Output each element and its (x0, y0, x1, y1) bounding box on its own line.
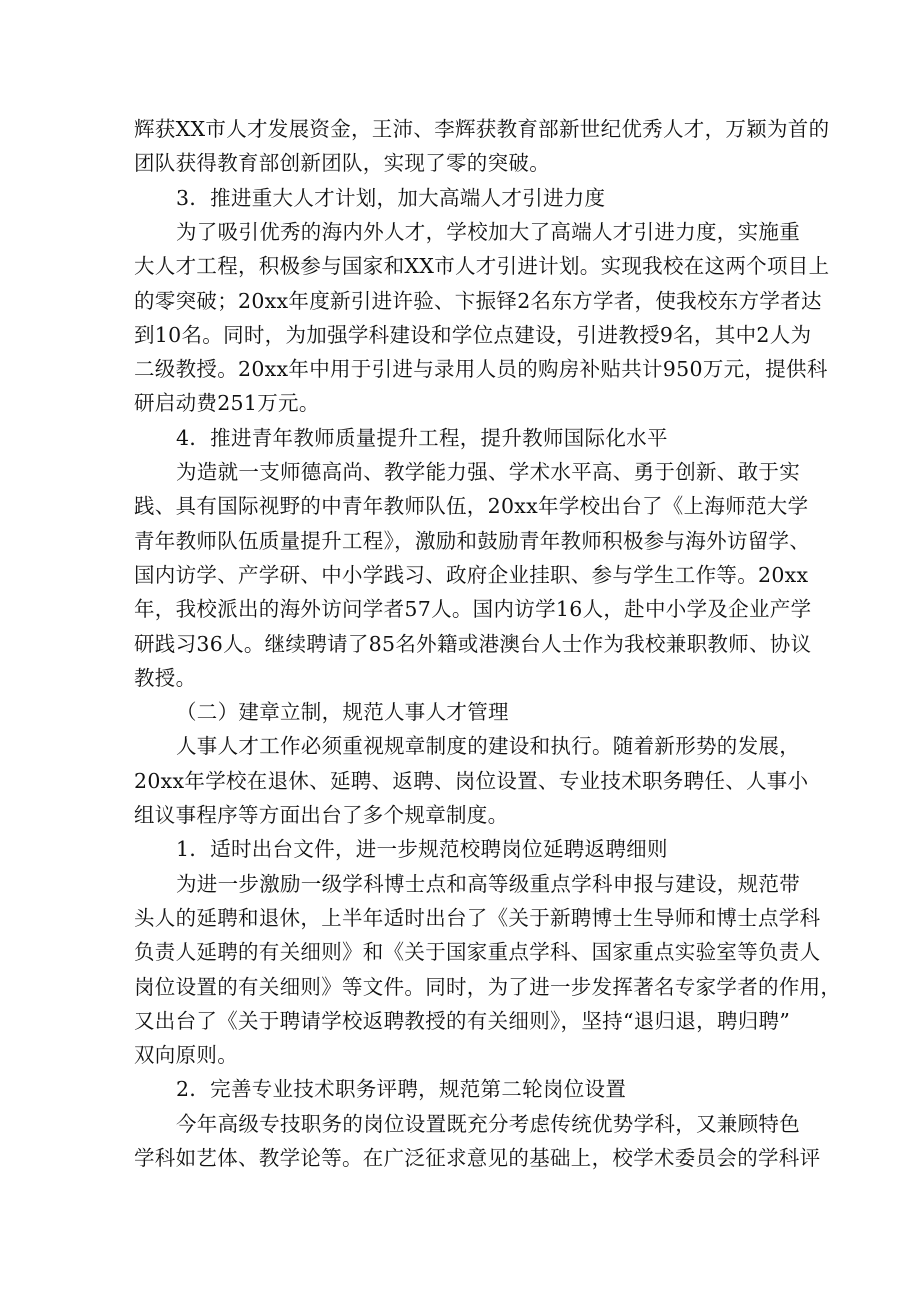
text-line: 研启动费251万元。 (134, 391, 320, 416)
text-line: 研践习36人。继续聘请了85名外籍或港澳台人士作为我校兼职教师、协议 (134, 631, 812, 656)
text-line: 岗位设置的有关细则》等文件。同时，为了进一步发挥著名专家学者的作用， (134, 974, 842, 999)
text-line: 双向原则。 (134, 1043, 238, 1068)
text-line: 1．适时出台文件，进一步规范校聘岗位延聘返聘细则 (176, 837, 668, 862)
text-line: 团队获得教育部创新团队，实现了零的突破。 (134, 151, 550, 176)
text-line: （二）建章立制，规范人事人才管理 (176, 700, 509, 725)
text-line: 2．完善专业技术职务评聘，规范第二轮岗位设置 (176, 1077, 627, 1102)
text-line: 3．推进重大人才计划，加大高端人才引进力度 (176, 185, 606, 210)
text-line: 今年高级专技职务的岗位设置既充分考虑传统优势学科，又兼顾特色 (176, 1111, 800, 1136)
text-line: 又出台了《关于聘请学校返聘教授的有关细则》，坚持“退归退，聘归聘” (134, 1008, 791, 1033)
text-line: 教授。 (134, 665, 197, 690)
text-line: 为了吸引优秀的海内外人才，学校加大了高端人才引进力度，实施重 (176, 219, 800, 244)
text-line: 的零突破；20xx年度新引进许验、卞振铎2名东方学者，使我校东方学者达 (134, 288, 822, 313)
text-line: 学科如艺体、教学论等。在广泛征求意见的基础上，校学术委员会的学科评 (134, 1146, 821, 1170)
text-line: 辉获XX市人才发展资金，王沛、李辉获教育部新世纪优秀人才，万颖为首的 (134, 117, 830, 141)
text-line: 国内访学、产学研、中小学践习、政府企业挂职、参与学生工作等。20xx (134, 562, 809, 587)
text-line: 践、具有国际视野的中青年教师队伍，20xx年学校出台了《上海师范大学 (134, 494, 809, 519)
text-line: 4．推进青年教师质量提升工程，提升教师国际化水平 (176, 425, 668, 450)
text-line: 到10名。同时，为加强学科建设和学位点建设，引进教授9名，其中2人为 (134, 322, 812, 347)
text-line: 组议事程序等方面出台了多个规章制度。 (134, 803, 509, 827)
text-line: 大人才工程，积极参与国家和XX市人才引进计划。实现我校在这两个项目上 (134, 254, 830, 279)
text-line: 为造就一支师德高尚、教学能力强、学术水平高、勇于创新、敢于实 (176, 460, 800, 484)
text-line: 青年教师队伍质量提升工程》，激励和鼓励青年教师积极参与海外访留学、 (134, 528, 811, 553)
text-line: 人事人才工作必须重视规章制度的建设和执行。随着新形势的发展， (176, 734, 800, 759)
text-line: 20xx年学校在退休、延聘、返聘、岗位设置、专业技术职务聘任、人事小 (134, 768, 809, 793)
text-line: 年，我校派出的海外访问学者57人。国内访学16人，赴中小学及企业产学 (134, 597, 812, 622)
text-line: 头人的延聘和退休，上半年适时出台了《关于新聘博士生导师和博士点学科 (134, 905, 821, 930)
text-line: 二级教授。20xx年中用于引进与录用人员的购房补贴共计950万元，提供科 (134, 357, 828, 382)
text-line: 负责人延聘的有关细则》和《关于国家重点学科、国家重点实验室等负责人 (134, 940, 821, 965)
text-line: 为进一步激励一级学科博士点和高等级重点学科申报与建设，规范带 (176, 871, 800, 896)
